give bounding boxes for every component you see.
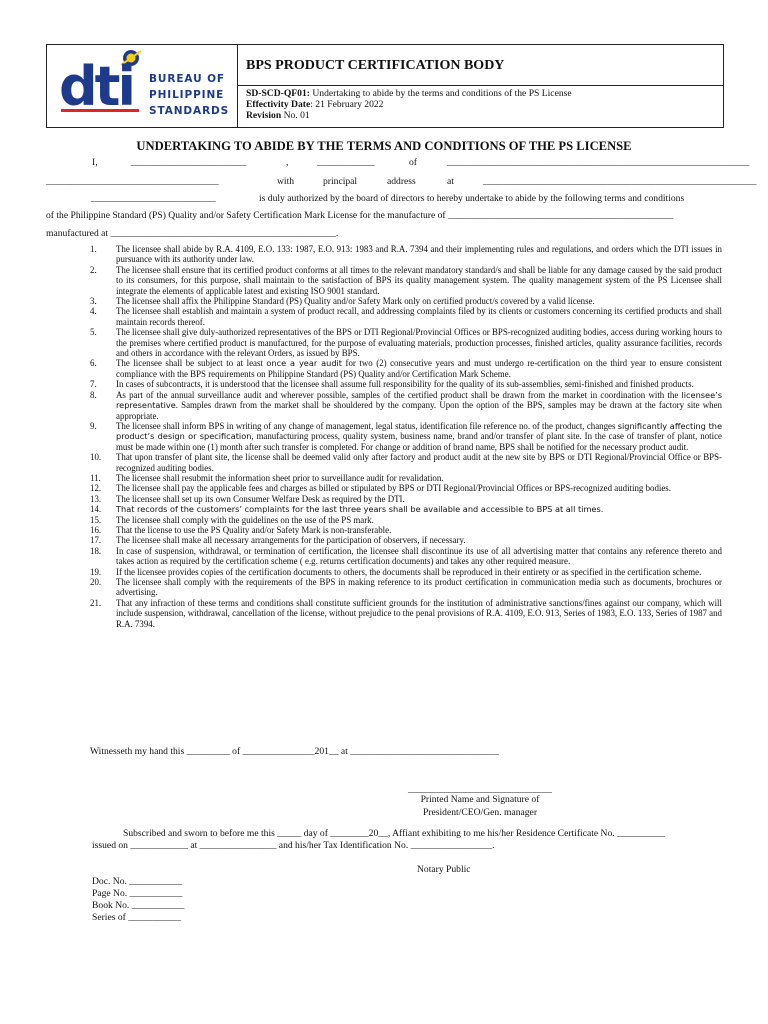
intro-of: of (409, 157, 417, 168)
term-text: licensee’s representative (116, 389, 722, 411)
intro-i: I, (92, 157, 98, 168)
term-item (90, 390, 722, 421)
term-item (90, 379, 722, 389)
term-number: 12. (90, 483, 102, 494)
term-number: 14. (90, 504, 102, 515)
term-item (90, 296, 722, 306)
intro-manufactured-at: manufactured at _______________________________________________. (46, 228, 339, 239)
intro-company-blank: _______________________________________________________________ (447, 157, 750, 168)
revision-value: No. 01 (281, 110, 310, 121)
notary-public: Notary Public (417, 864, 471, 875)
revision-line (246, 110, 572, 121)
bureau-line-2: PHILIPPINE (149, 89, 225, 101)
term-text: The licensee shall pay the applicable fees and charges as billed or stipulated by BPS or DTI Regional/Provincial Offices or BPS-recognized auditing bodies. (116, 483, 671, 494)
document-title: UNDERTAKING TO ABIDE BY THE TERMS AND CONDITIONS OF THE PS LICENSE (136, 139, 632, 153)
term-number: 21. (90, 597, 102, 608)
term-number: 5. (90, 327, 97, 338)
term-text: The licensee shall give duly-authorized representatives of the BPS or DTI Regional/Provincial Offices or BPS-recognized auditing bodies, access during working hours to the premises where certified product is manufactured, for the purpose of evaluating materials, production processes, finished articles, quality assurance facilities, records and others in accordance with the relevant Orders, as issued by BPS. (116, 327, 722, 359)
term-text: , manufacturing process, quality system, business name, brand and/or transfer of plant site. In the case of transfer of plant, notice must be made within one (1) month after such transfer is completed. For change or addition of brand name, BPS shall be notified for the necessary product audit. (116, 431, 722, 452)
term-number: 4. (90, 306, 97, 317)
doc-desc: Undertaking to abide by the terms and conditions of the PS License (312, 88, 572, 99)
term-text: That the license to use the PS Quality and/or Safety Mark is non-transferable. (116, 524, 392, 535)
term-item (90, 421, 722, 452)
term-text: That records of the customers’ complaints for the last three years shall be available and accessible to BPS at all times. (116, 504, 604, 515)
bureau-line-1: BUREAU OF (149, 73, 225, 85)
term-text: The licensee shall comply with the guidelines on the use of the PS mark. (116, 514, 374, 525)
term-number: 15. (90, 514, 102, 525)
term-item (90, 306, 722, 327)
intro-with: with (277, 176, 295, 187)
term-text: The licensee shall make all necessary arrangements for the participation of observers, if necessary. (116, 535, 466, 546)
witness-line: Witnesseth my hand this _________ of _______________201__ at _______________________________ (90, 746, 499, 757)
intro-company-blank-2: ____________________________________ (46, 176, 219, 187)
logo-text: dti (59, 55, 133, 118)
term-text: for two (2) consecutive years and must undergo re-certification on the third year to ensure consistent compliance with the BPS requirements on Philippine Standard (PS) Quality and/or Certification Mark Scheme. (116, 358, 722, 379)
bureau-name (149, 71, 229, 119)
term-number: 19. (90, 566, 102, 577)
term-number: 17. (90, 535, 102, 546)
intro-principal: principal (323, 176, 358, 187)
document-header (46, 44, 724, 128)
page-no: Page No. ___________ (92, 888, 183, 899)
term-item (90, 452, 722, 473)
term-item (90, 515, 722, 525)
revision-label: Revision (246, 110, 282, 121)
term-text: once a year audit (266, 358, 343, 369)
doc-code-line (246, 88, 572, 99)
term-item (90, 358, 722, 379)
term-number: 1. (90, 244, 97, 254)
term-number: 9. (90, 420, 97, 431)
term-text: significantly affecting the product’s design or specification (116, 420, 723, 442)
term-number: 3. (90, 296, 97, 307)
term-item (90, 327, 722, 358)
term-text: The licensee shall comply with the requirements of the BPS in making reference to its product certification in communication media such as documents, brochures or advertising. (116, 577, 722, 598)
term-text: In cases of subcontracts, it is understood that the licensee shall assume full responsibility for the quality of its sub-assemblies, semi-finished and finished products. (116, 379, 694, 390)
header-title-cell (238, 45, 723, 86)
effective-line (246, 99, 572, 110)
signature-line: ______________________________ (408, 784, 552, 795)
term-text: The licensee shall establish and maintain a system of product recall, and addressing complaints filed by its clients or customers concerning its certified products and shall maintain records thereof. (116, 306, 722, 327)
term-number: 2. (90, 264, 97, 275)
term-text: . Samples drawn from the market shall be shouldered by the company. Upon the option of the BPS, samples may be drawn at the factory site when appropriate. (116, 400, 722, 421)
term-text: The licensee shall affix the Philippine Standard (PS) Quality and/or Safety Mark only on certified product/s covered by a valid license. (116, 296, 595, 307)
term-item (90, 535, 722, 545)
term-number: 7. (90, 379, 97, 390)
term-number: 11. (90, 472, 101, 483)
intro-at: at (447, 176, 454, 187)
term-item (90, 483, 722, 493)
term-number: 20. (90, 577, 102, 587)
term-number: 6. (90, 358, 97, 369)
term-number: 16. (90, 524, 102, 535)
signature-label-1: Printed Name and Signature of (420, 794, 540, 805)
term-item (90, 598, 722, 629)
effective-value: : 21 February 2022 (310, 99, 384, 110)
term-number: 8. (90, 389, 97, 400)
term-text: The licensee shall set up its own Consumer Welfare Desk as required by the DTI. (116, 493, 405, 504)
doc-no: Doc. No. ___________ (92, 876, 183, 887)
bureau-line-3: STANDARDS (149, 105, 230, 117)
term-item (90, 525, 722, 535)
term-text: If the licensee provides copies of the certification documents to others, the documents shall be reproduced in their entirety or as specified in the certification scheme. (116, 566, 702, 577)
term-item (90, 567, 722, 577)
series-of: Series of ___________ (92, 912, 181, 923)
term-item (90, 546, 722, 567)
term-text: That upon transfer of plant site, the license shall be deemed valid only after factory and product audit at the new site by BPS or DTI Regional/Provincial Office or BPS-recognized auditing bodies. (116, 452, 722, 473)
term-item (90, 494, 722, 504)
term-text: The licensee shall resubmit the information sheet prior to surveillance audit for revalidation. (116, 472, 444, 483)
effective-label: Effectivity Date (246, 99, 311, 110)
header-title: BPS PRODUCT CERTIFICATION BODY (246, 58, 505, 73)
term-item (90, 504, 722, 514)
term-item (90, 577, 722, 598)
term-text: That any infraction of these terms and conditions shall constitute sufficient grounds for the institution of administrative sanctions/fines against our company, which will include suspension, withdrawal, cancellation of the license, without prejudice to the penal provisions of R.A. 4109, E.O. 913, Series of 1983, E.O. 133, Series of 1987 and R.A. 7394. (116, 597, 722, 629)
term-text: The licensee shall inform BPS in writing of any change of management, legal status, identification file reference no. of the product, changes (116, 420, 618, 431)
term-text: The licensee shall be subject to at least (116, 358, 267, 369)
subscribed-line-1: Subscribed and sworn to before me this _____ day of ________20__, Affiant exhibiting to me his/her Residence Certificate No. __________ (123, 828, 666, 839)
term-text: As part of the annual surveillance audit and wherever possible, samples of the certified product shall be drawn from the market in coordination with the (116, 389, 682, 400)
intro-comma: , (286, 157, 289, 168)
dti-logo (51, 49, 151, 123)
subscribed-line-2: issued on ____________ at ________________ and his/her Tax Identification No. _________________. (92, 840, 495, 851)
term-item (90, 473, 722, 483)
intro-address: address (387, 176, 416, 187)
doc-code: SD-SCD-QF01: (246, 88, 310, 99)
logo-area (47, 45, 238, 127)
term-number: 10. (90, 452, 102, 463)
intro-name-blank: ________________________ (131, 157, 247, 168)
signature-label-2: President/CEO/Gen. manager (422, 807, 538, 818)
term-number: 18. (90, 545, 102, 556)
term-item (90, 244, 722, 265)
term-number: 13. (90, 493, 102, 504)
terms-list (90, 244, 722, 629)
intro-position-blank: ____________ (317, 157, 375, 168)
header-meta (246, 88, 572, 121)
term-text: In case of suspension, withdrawal, or termination of certification, the licensee shall discontinue its use of all advertising matter that contains any reference thereto and takes action as required by the certification scheme ( e.g. returns certification documents) and takes any other required measure. (116, 545, 722, 567)
term-item (90, 265, 722, 296)
intro-address-blank: _________________________________________________________ (483, 176, 757, 187)
intro-authorized: is duly authorized by the board of directors to hereby undertake to abide by the following terms and conditions (259, 193, 685, 204)
intro-address-blank-2: __________________________ (91, 193, 216, 204)
intro-manufacture: of the Philippine Standard (PS) Quality and/or Safety Certification Mark License for the manufacture of _______________________________________________ (46, 210, 674, 221)
term-text: The licensee shall ensure that its certified product conforms at all times to the relevant mandatory standard/s and shall be liable for any damage caused by the said product to its consumers, for this purpose, shall maintain to the satisfaction of BPS its quality management system. The quality management system of the PS Licensee shall integrate the elements of applicable latest and existing ISO 9001 standard. (116, 264, 722, 296)
term-text: The licensee shall abide by R.A. 4109, E.O. 133: 1987, E.O. 913: 1983 and R.A. 7394 and their implementing rules and regulations, and orders which the DTI issues in pursuance with its authority under law. (116, 244, 722, 265)
book-no: Book No. ___________ (92, 900, 185, 911)
